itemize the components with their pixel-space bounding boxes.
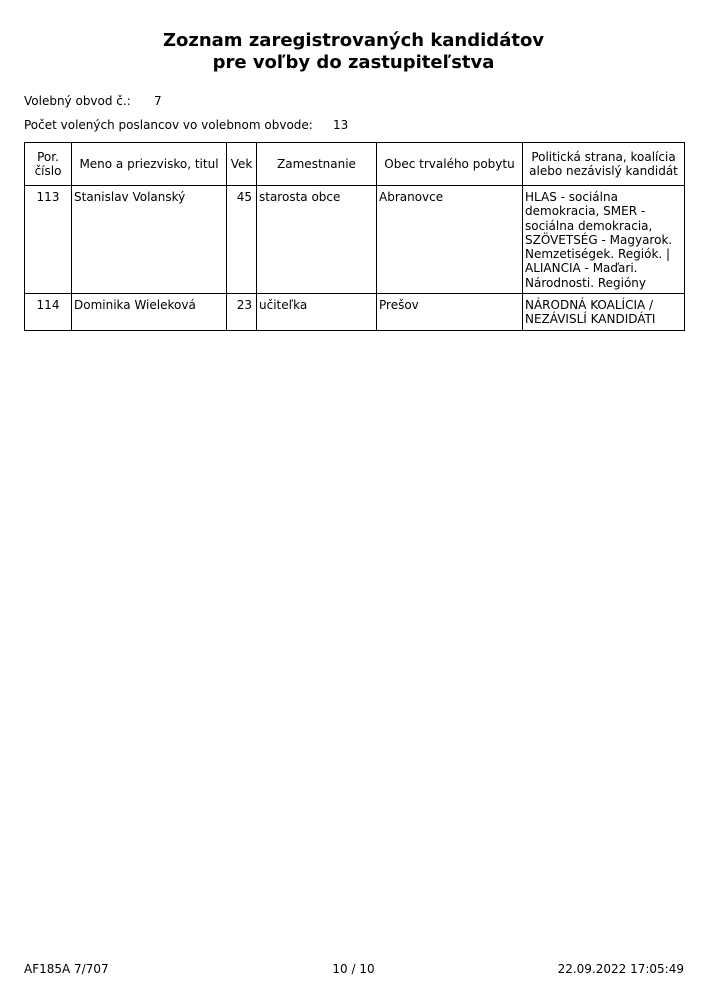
cell-number: 114 [25, 294, 72, 331]
cell-residence: Prešov [377, 294, 523, 331]
table-row [25, 294, 685, 331]
page-title-line-1: Zoznam zaregistrovaných kandidátov [162, 30, 545, 51]
district-info [24, 94, 162, 108]
district-value: 7 [154, 94, 162, 108]
cell-name: Dominika Wieleková [72, 294, 227, 331]
seats-label: Počet volených poslancov vo volebnom obvode: [24, 118, 313, 132]
candidates-table [24, 142, 685, 331]
header-party: Politická strana, koalícia alebo nezávislý kandidát [523, 143, 685, 186]
footer-timestamp: 22.09.2022 17:05:49 [557, 962, 684, 976]
cell-party: NÁRODNÁ KOALÍCIA / NEZÁVISLÍ KANDIDÁTI [523, 294, 685, 331]
footer-page-number: 10 / 10 [332, 962, 375, 976]
seats-value: 13 [333, 118, 349, 132]
seats-info [24, 118, 349, 132]
cell-occupation: učiteľka [257, 294, 377, 331]
district-label: Volebný obvod č.: [24, 94, 131, 108]
header-occupation: Zamestnanie [257, 143, 377, 186]
cell-name: Stanislav Volanský [72, 186, 227, 294]
cell-age: 45 [227, 186, 257, 294]
cell-residence: Abranovce [377, 186, 523, 294]
table-header-row [25, 143, 685, 186]
cell-party: HLAS - sociálna demokracia, SMER - sociálna demokracia, SZÖVETSÉG - Magyarok. Nemzetiségek. Regiók. | ALIANCIA - Maďari. Národnosti. Regióny [523, 186, 685, 294]
footer-code: AF185A 7/707 [24, 962, 109, 976]
page-title-line-2: pre voľby do zastupiteľstva [212, 52, 495, 73]
header-residence: Obec trvalého pobytu [377, 143, 523, 186]
header-name: Meno a priezvisko, titul [72, 143, 227, 186]
header-number: Por. číslo [25, 143, 72, 186]
header-age: Vek [227, 143, 257, 186]
cell-occupation: starosta obce [257, 186, 377, 294]
table-row [25, 186, 685, 294]
cell-age: 23 [227, 294, 257, 331]
page-title [0, 30, 707, 74]
cell-number: 113 [25, 186, 72, 294]
